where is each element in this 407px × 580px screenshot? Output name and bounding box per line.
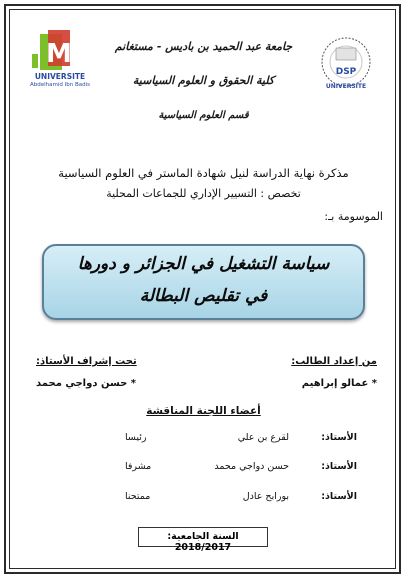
committee-member-2-name: حسن دواجي محمد <box>214 461 289 472</box>
left-logo-text: UNIVERSITE <box>34 72 86 81</box>
student-name: * عمالو إبراهيم <box>301 378 377 389</box>
committee-member-3-name: بورابح عادل <box>242 491 289 502</box>
thesis-title-line-2: في تقليص البطالة <box>139 286 268 306</box>
degree-statement: مذكرة نهاية الدراسة لنيل شهادة الماستر في العلوم السياسية <box>58 166 349 180</box>
committee-member-1-role: رئيسا <box>125 432 147 443</box>
left-logo-subtext: Abdelhamid Ibn Badis <box>29 82 90 88</box>
academic-year-label: السنة الجامعية: <box>167 531 239 542</box>
committee-title: أعضاء اللجنة المناقشة <box>146 405 261 417</box>
committee-member-1-name: لقرع بن علي <box>237 432 289 443</box>
dsp-logo-letters: DSP <box>335 67 357 77</box>
faculty-name: كلية الحقوق و العلوم السياسية <box>132 74 275 87</box>
supervisor-label: تحت إشراف الأستاذ: <box>36 356 137 367</box>
thesis-title-box <box>42 244 365 320</box>
supervisor-name: * حسن دواجي محمد <box>36 378 137 389</box>
university-name: جامعة عبد الحميد بن باديس - مستغانم <box>114 40 293 53</box>
titled-label: الموسومة بـ: <box>324 210 383 223</box>
committee-member-2-role: مشرفا <box>125 461 152 472</box>
committee-member-1-prefix: الأستاذ: <box>321 432 357 443</box>
right-logo-text: UNIVERSITE <box>325 83 367 90</box>
department-name: قسم العلوم السياسية <box>158 110 249 121</box>
committee-member-3-role: ممتحنا <box>125 491 151 502</box>
academic-year-value: 2018/2017 <box>174 542 232 553</box>
academic-year-box <box>138 527 268 553</box>
specialty-statement: تخصص : التسيير الإداري للجماعات المحلية <box>106 187 301 200</box>
thesis-title-line-1: سياسة التشغيل في الجزائر و دورها <box>77 254 330 274</box>
committee-member-3-prefix: الأستاذ: <box>321 491 357 502</box>
academic-year-text <box>139 531 267 553</box>
student-label: من إعداد الطالب: <box>291 356 377 367</box>
svg-text:M: M <box>46 39 72 69</box>
committee-member-2-prefix: الأستاذ: <box>321 461 357 472</box>
